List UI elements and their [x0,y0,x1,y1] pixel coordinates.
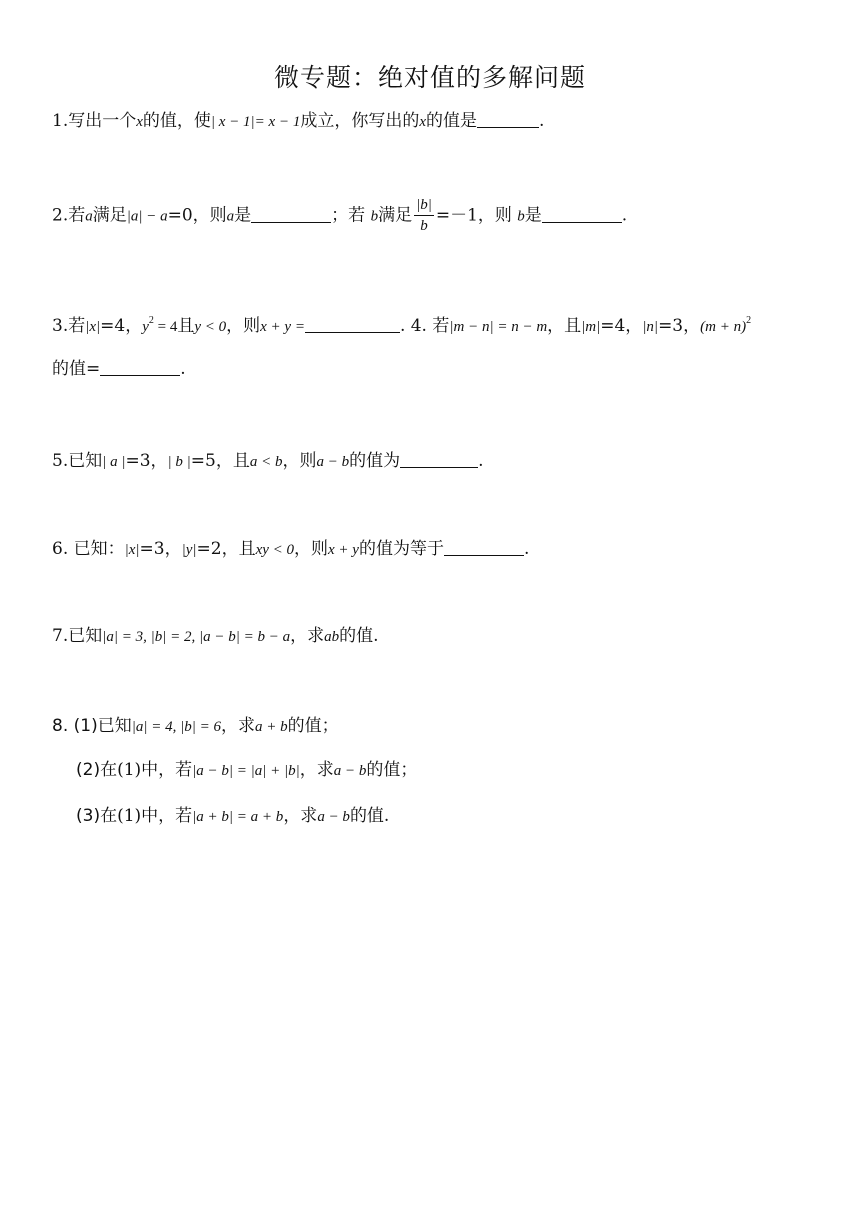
question-5: 5.已知| a |=3，| b |=5，且a < b，则a − b的值为 . [52,451,484,471]
question-number: 8. (1) [52,716,98,736]
question-4-line-2: 的值= . [52,359,186,379]
question-6: 6. 已知：|x|=3，|y|=2，且xy < 0，则x + y的值为等于 . [52,539,530,559]
question-3-4: 3.若|x|=4，$y^2 = 4$且y < 0，则x + y = . 4. 若|m − n| = n − m，且|m|=4，|n|=3，$(m + n)^2$ [52,315,752,336]
answer-blank-a[interactable] [251,207,331,223]
answer-blank[interactable] [477,112,539,128]
question-8-part-1: 8. (1)已知|a| = 4, |b| = 6，求a + b的值； [52,716,339,736]
question-number: 2. [52,205,69,226]
answer-blank-b[interactable] [542,207,622,223]
answer-blank[interactable] [444,540,524,556]
question-number: 7. [52,626,69,646]
question-8-part-3: (3)在(1)中，若|a + b| = a + b，求a − b的值. [76,806,390,826]
answer-blank[interactable] [400,452,478,468]
question-number: 1. [52,111,69,131]
fraction: $\frac{|b|}{b}$ [416,197,432,234]
answer-blank-4[interactable] [100,360,180,376]
page-title: 微专题：绝对值的多解问题 [273,63,586,92]
answer-blank-3[interactable] [305,317,400,333]
question-number: 6. [52,539,69,559]
question-number: 3. [52,316,69,336]
question-2: 2.若a满足|a| − a=0，则a是 ；若 b满足 $\frac{|b|}{b}$ =－1，则 b是 . [52,197,628,234]
question-number: 5. [52,451,69,471]
question-1: 1.写出一个x的值，使| x − 1|= x − 1成立，你写出的x的值是 . [52,111,545,131]
question-7: 7.已知|a| = 3, |b| = 2, |a − b| = b − a，求ab的值. [52,626,379,646]
question-8-part-2: (2)在(1)中，若|a − b| = |a| + |b|，求a − b的值； [76,760,418,780]
